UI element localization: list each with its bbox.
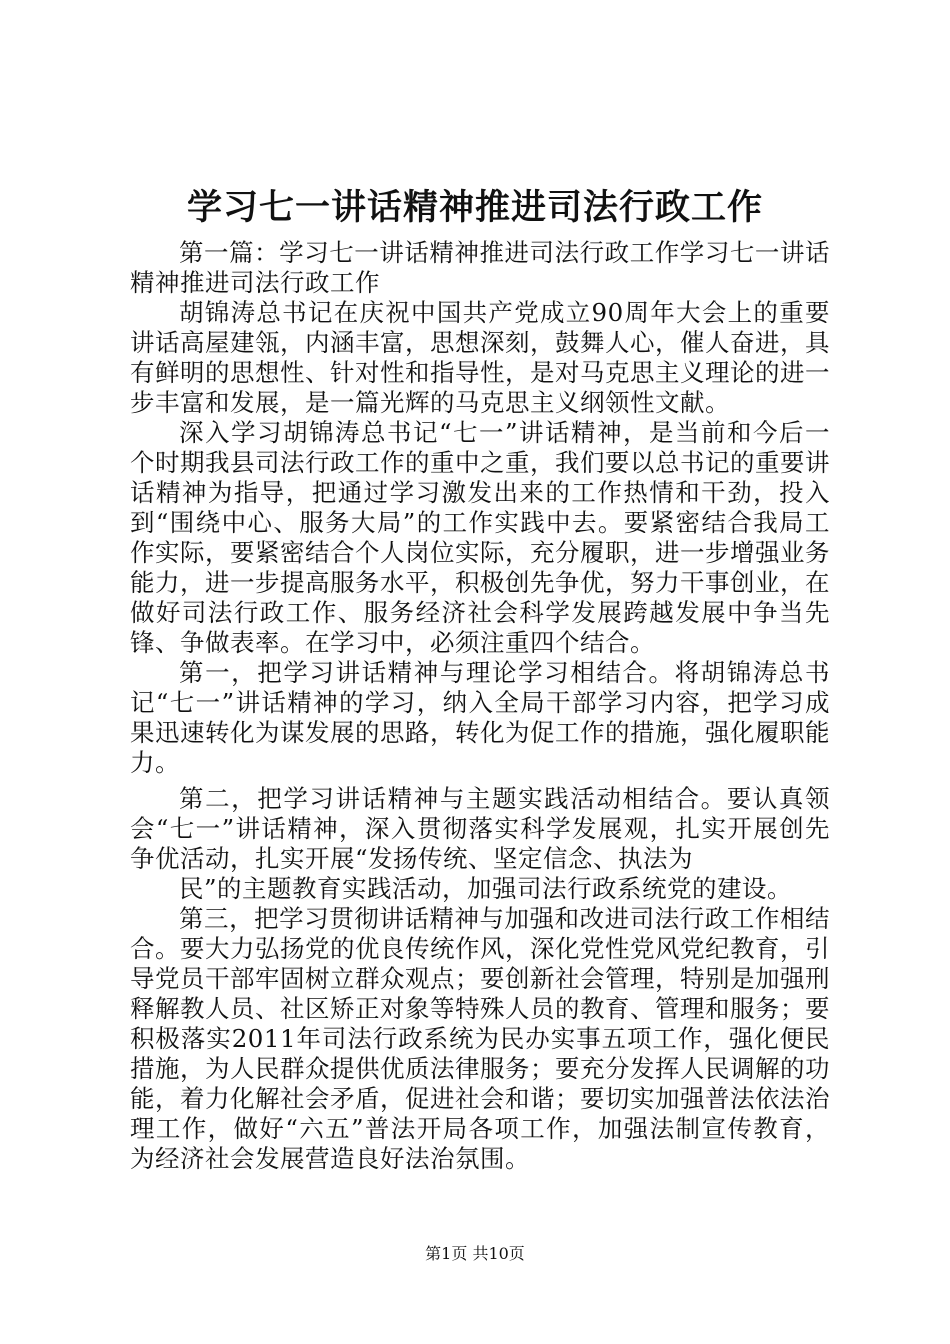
- page-footer: 第1页 共10页: [425, 1244, 525, 1263]
- paragraph: 第一，把学习讲话精神与理论学习相结合。将胡锦涛总书记“七一”讲话精神的学习，纳入全局干部学习内容，把学习成果迅速转化为谋发展的思路，转化为促工作的措施，强化履职能力。: [130, 658, 830, 777]
- paragraph: 第二，把学习讲话精神与主题实践活动相结合。要认真领会“七一”讲话精神，深入贯彻落实科学发展观，扎实开展创先争优活动，扎实开展“发扬传统、坚定信念、执法为: [130, 784, 830, 873]
- paragraph: 深入学习胡锦涛总书记“七一”讲话精神，是当前和今后一个时期我县司法行政工作的重中之重，我们要以总书记的重要讲话精神为指导，把通过学习激发出来的工作热情和干劲，投入到“围绕中心、服务大局”的工作实践中去。要紧密结合我局工作实际，要紧密结合个人岗位实际，充分履职，进一步增强业务能力，进一步提高服务水平，积极创先争优，努力干事创业，在做好司法行政工作、服务经济社会科学发展跨越发展中争当先锋、争做表率。在学习中，必须注重四个结合。: [130, 418, 830, 657]
- paragraph-continuation: 民”的主题教育实践活动，加强司法行政系统党的建设。: [179, 874, 793, 903]
- document-body: [130, 238, 830, 1174]
- paragraph-heading: 第一篇：学习七一讲话精神推进司法行政工作学习七一讲话精神推进司法行政工作: [130, 238, 830, 297]
- document-title: 学习七一讲话精神推进司法行政工作: [186, 187, 763, 228]
- paragraph: 胡锦涛总书记在庆祝中国共产党成立90周年大会上的重要讲话高屋建瓴，内涵丰富，思想深刻，鼓舞人心，催人奋进，具有鲜明的思想性、针对性和指导性，是对马克思主义理论的进一步丰富和发展，是一篇光辉的马克思主义纲领性文献。: [130, 298, 830, 417]
- paragraph: 第三，把学习贯彻讲话精神与加强和改进司法行政工作相结合。要大力弘扬党的优良传统作风，深化党性党风党纪教育，引导党员干部牢固树立群众观点；要创新社会管理，特别是加强刑释解教人员、社区矫正对象等特殊人员的教育、管理和服务；要积极落实2011年司法行政系统为民办实事五项工作，强化便民措施，为人民群众提供优质法律服务；要充分发挥人民调解的功能，着力化解社会矛盾，促进社会和谐；要切实加强普法依法治理工作，做好“六五”普法开局各项工作，加强法制宣传教育，为经济社会发展营造良好法治氛围。: [130, 904, 830, 1173]
